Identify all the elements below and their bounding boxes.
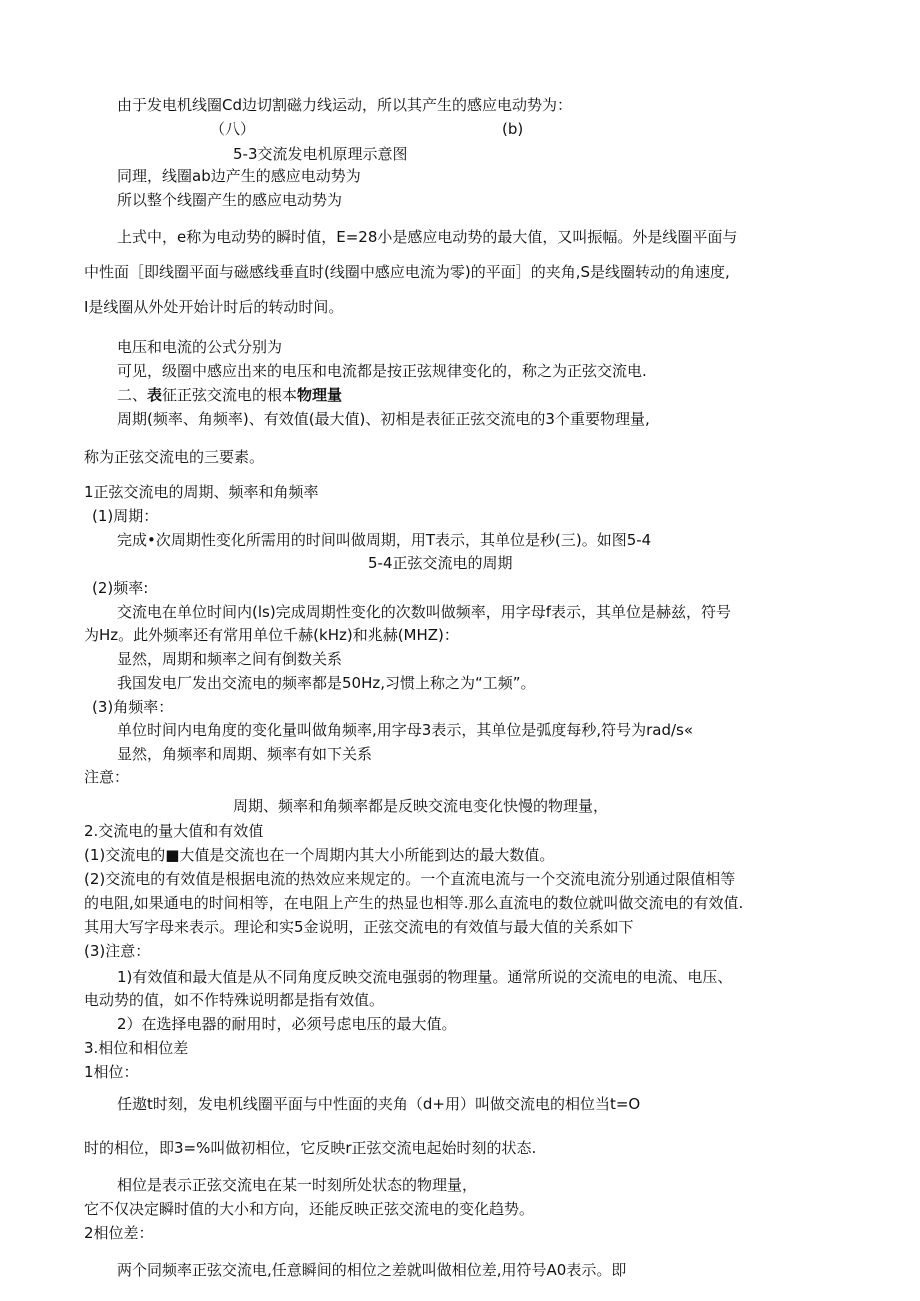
heading-number: 二、 [117, 386, 148, 404]
heading-text: 征正弦交流电的根本 [162, 386, 298, 404]
figure-caption: 5-3交流发电机原理示意图 [233, 145, 408, 163]
item-heading: 1相位： [84, 1063, 139, 1081]
text-line: 1)有效值和最大值是从不同角度反映交流电强弱的物理量。通常所说的交流电的电流、电压、 [117, 968, 733, 986]
text-line: 上式中，e称为电动势的瞬时值，E=28小是感应电动势的最大值，又叫振幅。外是线圈平面与 [117, 228, 738, 246]
text-line: 其用大写字母来表示。理论和实5金说明，正弦交流电的有效值与最大值的关系如下 [84, 918, 634, 936]
text-line: (1)交流电的■大值是交流也在一个周期内其大小所能到达的最大数值。 [84, 846, 555, 864]
item-heading: (3)角频率： [92, 698, 174, 716]
text-line: 周期(频率、角频率)、有效值(最大值)、初相是表征正弦交流电的3个重要物理量, [117, 410, 650, 428]
text-line: 电动势的值，如不作特殊说明都是指有效值。 [84, 991, 385, 1009]
text-line: 可见，级圈中感应出来的电压和电流都是按正弦规律变化的，称之为正弦交流电. [117, 362, 647, 380]
figure-label-b: (b) [502, 120, 524, 138]
item-heading: 2相位差： [84, 1224, 154, 1242]
text-line: 由于发电机线圈Cd边切割磁力线运动，所以其产生的感应电动势为： [117, 96, 572, 114]
text-line: I是线圈从外处开始计时后的转动时间。 [84, 298, 344, 316]
text-line: 所以整个线圈产生的感应电动势为 [117, 191, 343, 209]
text-line: 我国发电厂发出交流电的频率都是50Hz,习惯上称之为“工频”。 [117, 674, 536, 692]
item-heading: (2)频率: [92, 579, 149, 597]
text-line: 电压和电流的公式分别为 [117, 338, 283, 356]
heading-bold-char: 表 [147, 386, 163, 404]
text-line: 完成•次周期性变化所需用的时间叫做周期，用T表示，其单位是秒(三)。如图5-4 [117, 531, 652, 549]
text-line: 称为正弦交流电的三要素。 [84, 448, 265, 466]
subsection-heading: 2.交流电的量大值和有效值 [84, 822, 264, 840]
text-line: 任遨t时刻，发电机线圈平面与中性面的夹角（d+用）叫做交流电的相位当t=O [117, 1095, 641, 1113]
text-line: 的电阻,如果通电的时间相等，在电阻上产生的热显也相等.那么直流电的数位就叫做交流电的有效值. [84, 894, 744, 912]
item-heading: (3)注意： [84, 942, 151, 960]
text-line: 单位时间内电角度的变化量叫做角频率,用字母3表示，其单位是弧度每秒,符号为rad/s« [117, 721, 694, 739]
heading-bold-text: 物理量 [297, 386, 343, 404]
text-line: 中性面［即线圈平面与磁感线垂直时(线圈中感应电流为零)的平面］的夹角,S是线圈转动的角速度, [84, 263, 730, 281]
note-label: 注意： [84, 768, 130, 786]
text-line: 时的相位，即3=%叫做初相位，它反映r正弦交流电起始时刻的状态. [84, 1139, 537, 1157]
text-line: 同理，线圈ab边产生的感应电动势为 [117, 167, 361, 185]
subsection-heading: 1正弦交流电的周期、频率和角频率 [84, 483, 319, 501]
text-line: 为Hz。此外频率还有常用单位千赫(kHz)和兆赫(MHZ)： [84, 626, 459, 644]
section-heading [117, 385, 342, 405]
text-line: 它不仅决定瞬时值的大小和方向，还能反映正弦交流电的变化趋势。 [84, 1200, 535, 1218]
text-line: 显然，周期和频率之间有倒数关系 [117, 650, 343, 668]
text-line: 两个同频率正弦交流电,任意瞬间的相位之差就叫做相位差,用符号A0表示。即 [117, 1261, 627, 1279]
item-heading: (1)周期： [92, 507, 159, 525]
text-line: 交流电在单位时间内(ls)完成周期性变化的次数叫做频率，用字母f表示，其单位是赫兹，符号 [117, 603, 731, 621]
figure-caption: 5-4正弦交流电的周期 [368, 554, 513, 572]
text-line: 2）在选择电器的耐用时，必须号虑电压的最大值。 [117, 1015, 457, 1033]
text-line: 相位是表示正弦交流电在某一时刻所处状态的物理量， [117, 1176, 478, 1194]
figure-label-a: （八） [210, 120, 256, 138]
text-line: 显然，角频率和周期、频率有如下关系 [117, 745, 373, 763]
subsection-heading: 3.相位和相位差 [84, 1039, 189, 1057]
text-line: 周期、频率和角频率都是反映交流电变化快慢的物理量， [233, 797, 609, 815]
text-line: (2)交流电的有效值是根据电流的热效应来规定的。一个直流电流与一个交流电流分别通过限值相等 [84, 870, 736, 888]
